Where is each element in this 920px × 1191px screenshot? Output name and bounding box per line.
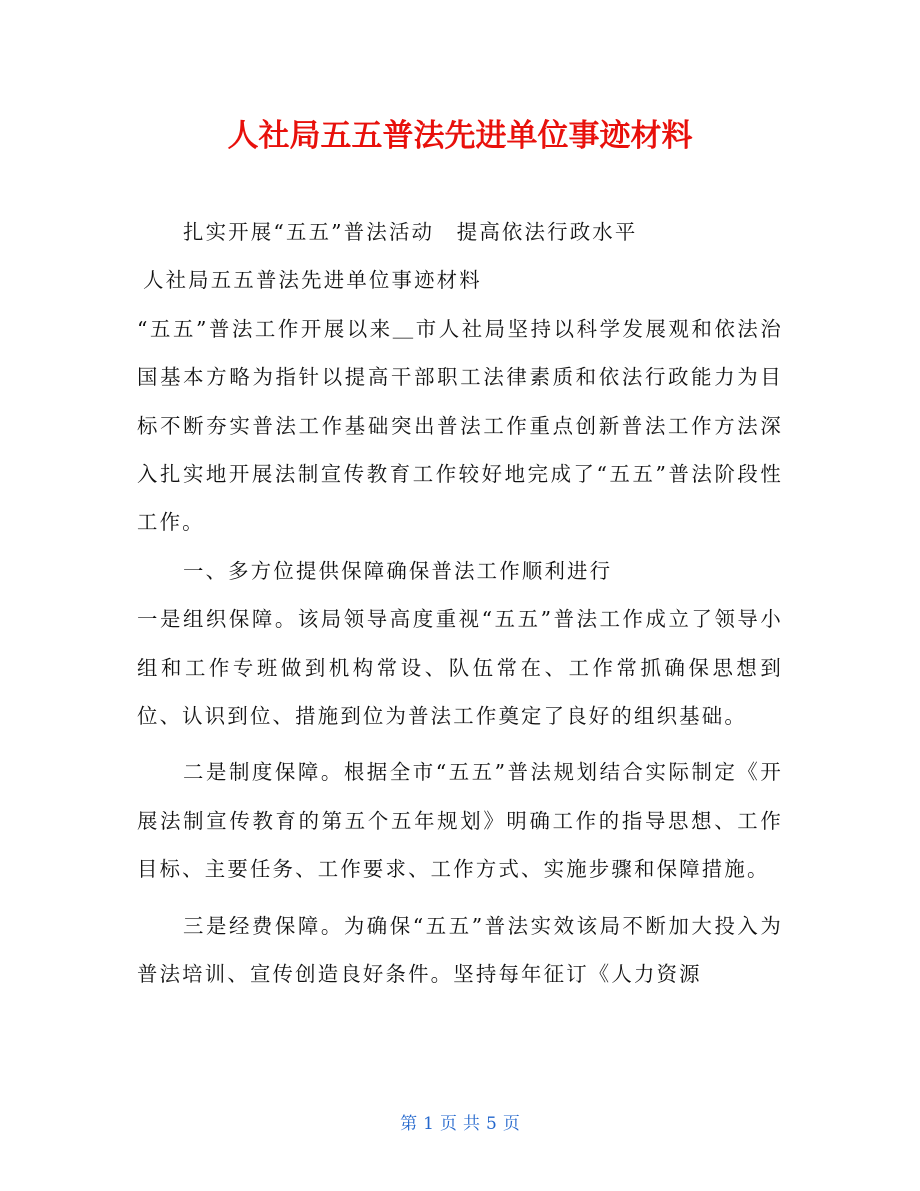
footer-current-page: 1 xyxy=(423,1114,434,1134)
subtitle-paragraph: 扎实开展“五五”普法活动 提高依法行政水平 xyxy=(183,220,638,244)
page-footer xyxy=(0,1112,920,1136)
footer-total-word: 共 xyxy=(463,1114,480,1134)
intro-paragraph: “五五”普法工作开展以来＿市人社局坚持以科学发展观和依法治国基本方略为指针以提高干部职工法律素质和依法行政能力为目标不断夯实普法工作基础突出普法工作重点创新普法工作方法深入扎实地开展法制宣传教育工作较好地完成了“五五”普法阶段性工作。 xyxy=(137,316,783,535)
footer-page-word: 页 xyxy=(440,1114,457,1134)
system-paragraph: 二是制度保障。根据全市“五五”普法规划结合实际制定《开展法制宣传教育的第五个五年规划》明确工作的指导思想、工作目标、主要任务、工作要求、工作方式、实施步骤和保障措施。 xyxy=(137,760,783,882)
organization-paragraph: 一是组织保障。该局领导高度重视“五五”普法工作成立了领导小组和工作专班做到机构常设、队伍常在、工作常抓确保思想到位、认识到位、措施到位为普法工作奠定了良好的组织基础。 xyxy=(137,607,783,729)
footer-prefix: 第 xyxy=(400,1114,418,1134)
section-heading-1: 一、多方位提供保障确保普法工作顺利进行 xyxy=(183,558,613,583)
funding-paragraph: 三是经费保障。为确保“五五”普法实效该局不断加大投入为普法培训、宣传创造良好条件。坚持每年征订《人力资源 xyxy=(137,913,783,987)
footer-suffix: 页 xyxy=(502,1114,520,1134)
heading-paragraph: 人社局五五普法先进单位事迹材料 xyxy=(143,268,482,293)
document-body xyxy=(137,208,783,999)
footer-total-pages: 5 xyxy=(486,1114,497,1134)
document-title: 人社局五五普法先进单位事迹材料 xyxy=(227,118,693,154)
